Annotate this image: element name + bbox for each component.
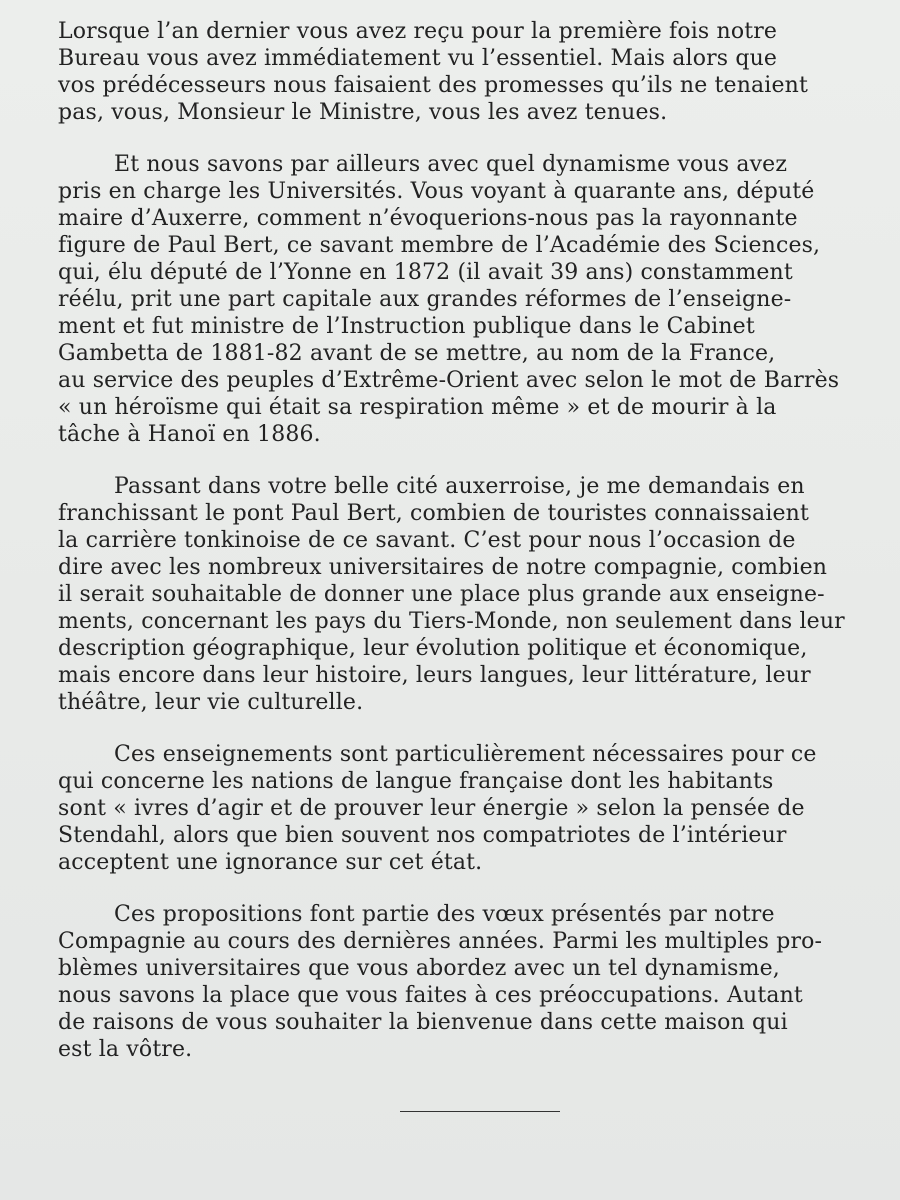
text-line: franchissant le pont Paul Bert, combien de touristes connaissaient — [58, 501, 809, 526]
text-line: qui concerne les nations de langue française dont les habitants — [58, 769, 774, 794]
body-text — [58, 18, 878, 1088]
paragraph-3 — [58, 473, 878, 716]
text-line: Ces enseignements sont particulièrement nécessaires pour ce — [114, 742, 817, 767]
text-line: ment et fut ministre de l’Instruction publique dans le Cabinet — [58, 314, 755, 339]
text-line: ments, concernant les pays du Tiers-Monde, non seulement dans leur — [58, 609, 845, 634]
text-line: Stendahl, alors que bien souvent nos compatriotes de l’intérieur — [58, 823, 787, 848]
text-line: nous savons la place que vous faites à ces préoccupations. Autant — [58, 983, 803, 1008]
show-through-text — [270, 1072, 810, 1182]
paragraph-4 — [58, 741, 878, 876]
text-line: « un héroïsme qui était sa respiration même » et de mourir à la — [58, 395, 777, 420]
text-line: figure de Paul Bert, ce savant membre de l’Académie des Sciences, — [58, 233, 821, 258]
text-line: Passant dans votre belle cité auxerroise, je me demandais en — [114, 474, 805, 499]
text-line: dire avec les nombreux universitaires de notre compagnie, combien — [58, 555, 828, 580]
text-line: Bureau vous avez immédiatement vu l’essentiel. Mais alors que — [58, 46, 778, 71]
text-line: Lorsque l’an dernier vous avez reçu pour la première fois notre — [58, 19, 778, 44]
closing-rule — [400, 1111, 560, 1112]
text-line: vos prédécesseurs nous faisaient des promesses qu’ils ne tenaient — [58, 73, 808, 98]
text-line: Ces propositions font partie des vœux présentés par notre — [114, 902, 775, 927]
text-line: il serait souhaitable de donner une place plus grande aux enseigne- — [58, 582, 825, 607]
text-line: est la vôtre. — [58, 1037, 193, 1062]
text-line: pris en charge les Universités. Vous voyant à quarante ans, député — [58, 179, 815, 204]
text-line: description géographique, leur évolution politique et économique, — [58, 636, 808, 661]
text-line: Compagnie au cours des dernières années. Parmi les multiples pro- — [58, 929, 823, 954]
text-line: Et nous savons par ailleurs avec quel dynamisme vous avez — [114, 152, 788, 177]
text-line: théâtre, leur vie culturelle. — [58, 690, 364, 715]
text-line: pas, vous, Monsieur le Ministre, vous les avez tenues. — [58, 100, 668, 125]
text-line: au service des peuples d’Extrême-Orient avec selon le mot de Barrès — [58, 368, 840, 393]
text-line: blèmes universitaires que vous abordez avec un tel dynamisme, — [58, 956, 780, 981]
text-line: acceptent une ignorance sur cet état. — [58, 850, 483, 875]
paragraph-5 — [58, 901, 878, 1063]
text-line: qui, élu député de l’Yonne en 1872 (il avait 39 ans) constamment — [58, 260, 793, 285]
text-line: maire d’Auxerre, comment n’évoquerions-nous pas la rayonnante — [58, 206, 798, 231]
text-line: la carrière tonkinoise de ce savant. C’est pour nous l’occasion de — [58, 528, 796, 553]
paragraph-2 — [58, 151, 878, 448]
text-line: sont « ivres d’agir et de prouver leur énergie » selon la pensée de — [58, 796, 805, 821]
text-line: tâche à Hanoï en 1886. — [58, 422, 321, 447]
paragraph-1 — [58, 18, 878, 126]
text-line: Gambetta de 1881-82 avant de se mettre, au nom de la France, — [58, 341, 776, 366]
text-line: mais encore dans leur histoire, leurs langues, leur littérature, leur — [58, 663, 811, 688]
text-line: de raisons de vous souhaiter la bienvenue dans cette maison qui — [58, 1010, 788, 1035]
text-line: réélu, prit une part capitale aux grandes réformes de l’enseigne- — [58, 287, 792, 312]
